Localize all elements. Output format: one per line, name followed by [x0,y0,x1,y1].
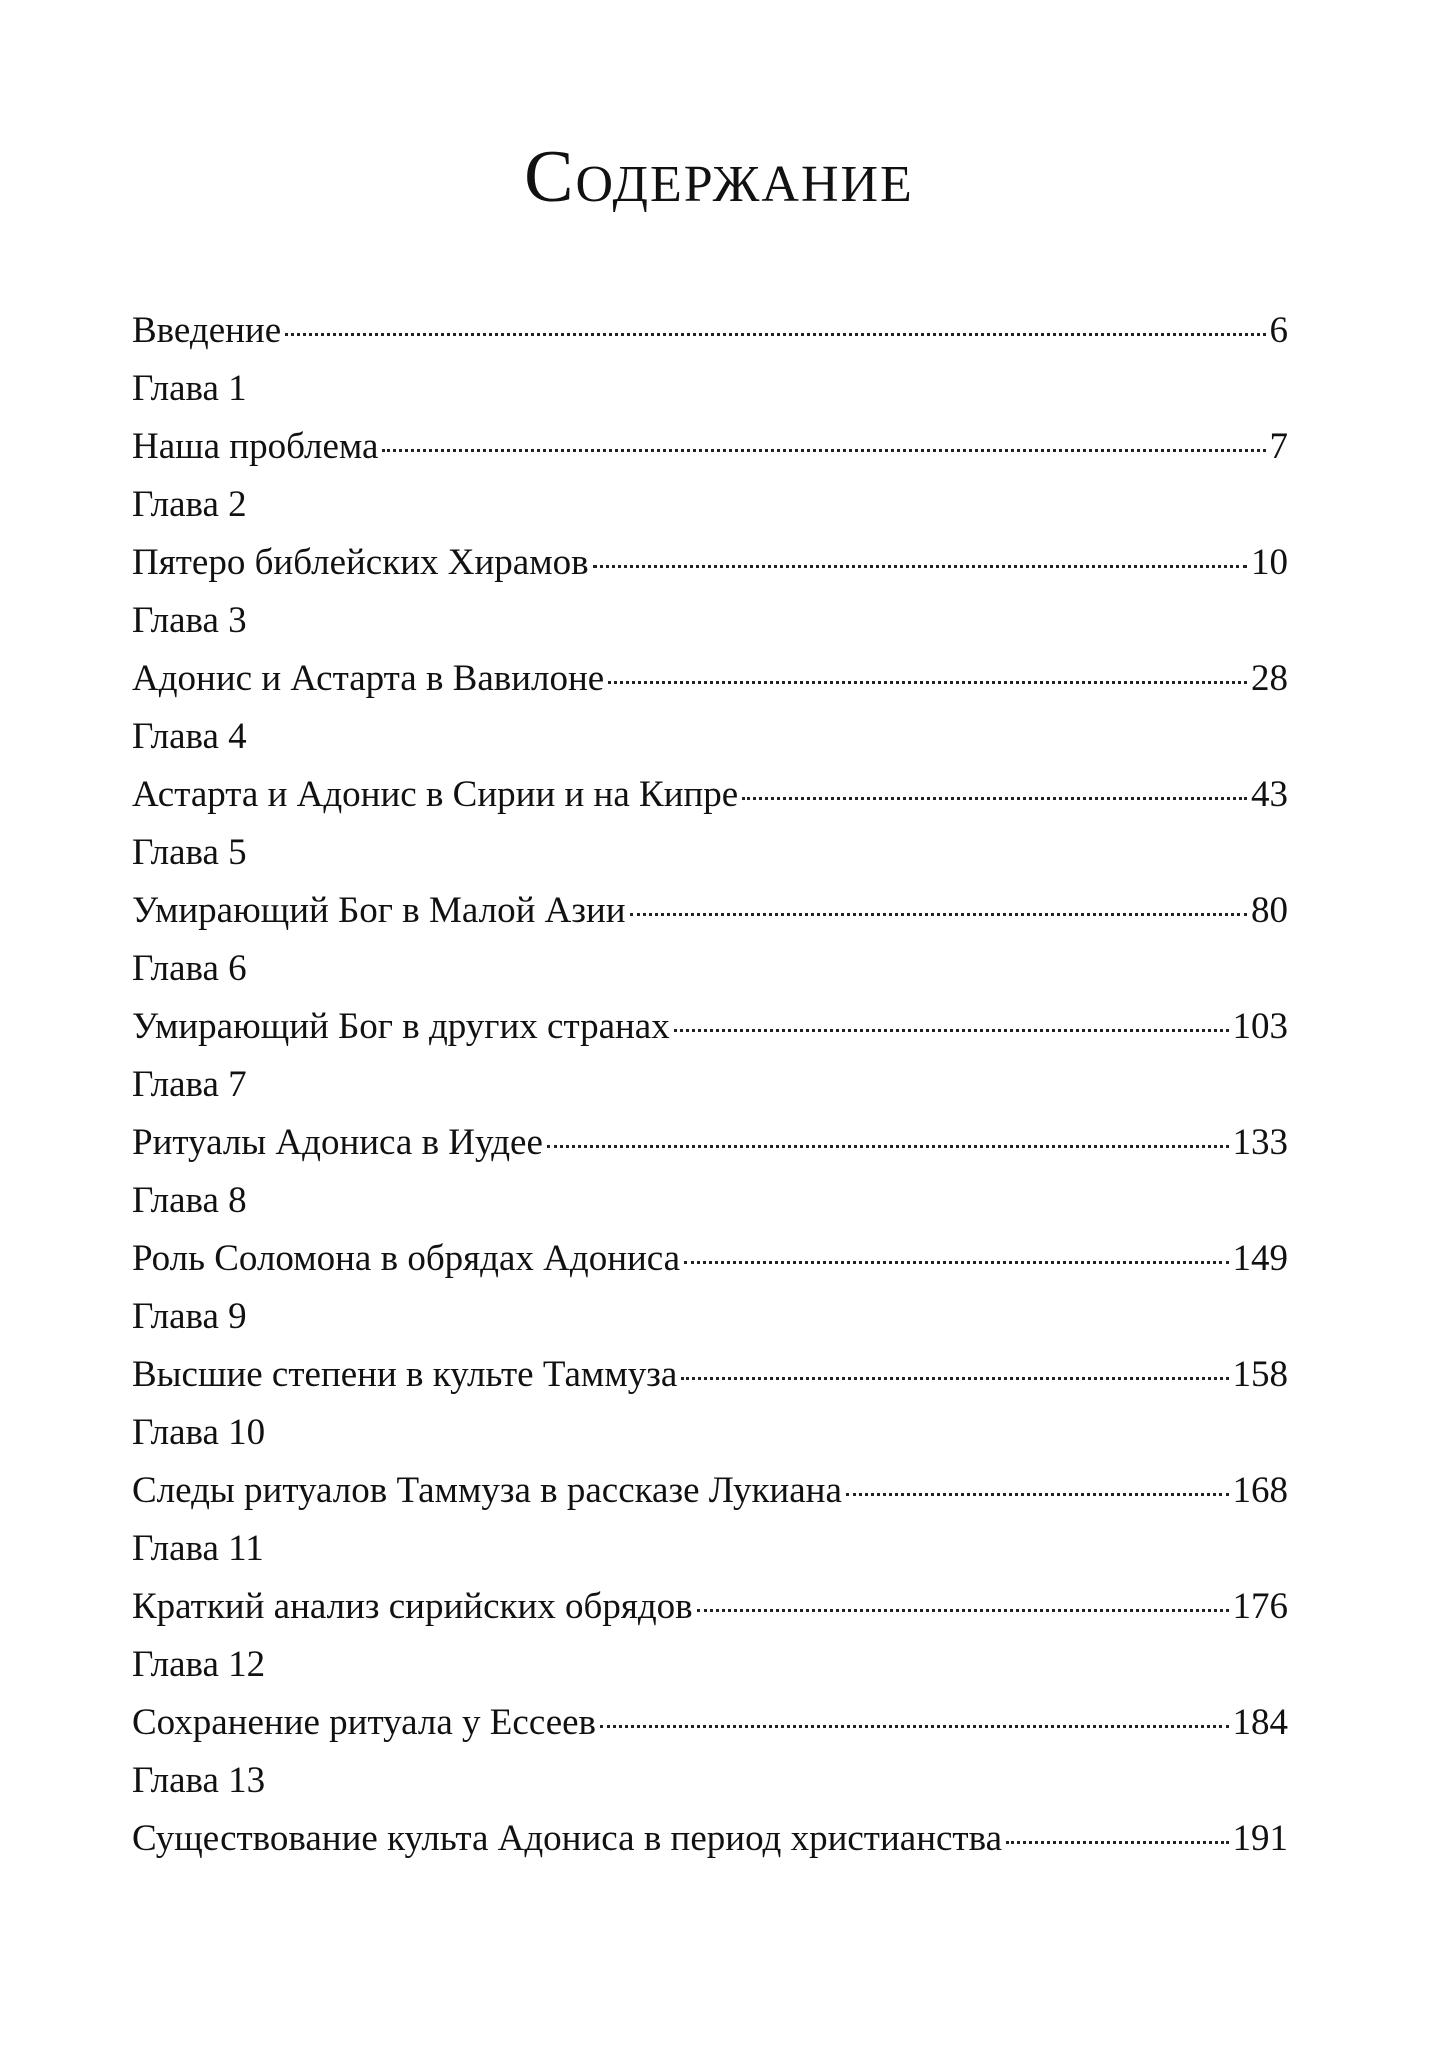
toc-entry-title: Наша проблема [132,426,379,467]
toc-line [132,1694,1288,1752]
toc-page-number: 149 [1232,1238,1288,1279]
dot-leader [382,449,1265,452]
dot-leader [697,1609,1229,1612]
chapter-label: Глава 12 [132,1644,266,1685]
chapter-label: Глава 8 [132,1180,247,1221]
dot-leader [742,797,1247,800]
toc-entry-title: Умирающий Бог в Малой Азии [132,890,626,931]
chapter-label: Глава 6 [132,948,247,989]
chapter-label: Глава 2 [132,484,247,525]
toc-entry-title: Следы ритуалов Таммуза в рассказе Лукиана [132,1470,842,1511]
toc-entry-title: Пятеро библейских Хирамов [132,542,589,583]
dot-leader [674,1029,1229,1032]
toc-line [132,1810,1288,1868]
chapter-label: Глава 9 [132,1296,247,1337]
toc-entry-chapter-4[interactable] [132,708,1288,824]
toc-page-number: 28 [1251,658,1288,699]
toc-page-number: 10 [1251,542,1288,583]
toc-line [132,534,1288,592]
chapter-label: Глава 13 [132,1760,266,1801]
toc-entry-chapter-8[interactable] [132,1172,1288,1288]
chapter-label: Глава 11 [132,1528,264,1569]
toc-line [132,1114,1288,1172]
dot-leader [1006,1841,1229,1844]
toc-line [132,766,1288,824]
toc-entry-title: Адонис и Астарта в Вавилоне [132,658,605,699]
chapter-label: Глава 1 [132,368,247,409]
dot-leader [846,1493,1229,1496]
toc-entry-chapter-11[interactable] [132,1520,1288,1636]
toc-line [132,650,1288,708]
toc-page-number: 184 [1232,1702,1288,1743]
toc-entry-title: Астарта и Адонис в Сирии и на Кипре [132,774,739,815]
toc-entry-title: Краткий анализ сирийских обрядов [132,1586,693,1627]
toc-page-number: 43 [1251,774,1288,815]
toc-entry-chapter-9[interactable] [132,1288,1288,1404]
toc-entry-chapter-6[interactable] [132,940,1288,1056]
toc-page-number: 7 [1269,426,1288,467]
toc-entry-chapter-12[interactable] [132,1636,1288,1752]
toc-line [132,1230,1288,1288]
toc-line [132,1346,1288,1404]
dot-leader [600,1725,1228,1728]
toc-entry-title: Роль Соломона в обрядах Адониса [132,1238,681,1279]
dot-leader [285,333,1265,336]
chapter-label: Глава 4 [132,716,247,757]
toc-line [132,1578,1288,1636]
table-of-contents [132,302,1288,1868]
toc-line [132,418,1288,476]
toc-entry-chapter-3[interactable] [132,592,1288,708]
dot-leader [684,1261,1228,1264]
toc-entry-intro[interactable] [132,302,1288,360]
toc-page-number: 6 [1269,310,1288,351]
toc-page-number: 80 [1251,890,1288,931]
dot-leader [593,565,1247,568]
chapter-label: Глава 5 [132,832,247,873]
toc-page-number: 168 [1232,1470,1288,1511]
toc-page-number: 103 [1232,1006,1288,1047]
toc-entry-title: Сохранение ритуала у Ессеев [132,1702,597,1743]
toc-line [132,998,1288,1056]
dot-leader [630,913,1247,916]
dot-leader [681,1377,1228,1380]
toc-entry-title: Высшие степени в культе Таммуза [132,1354,678,1395]
toc-entry-title: Существование культа Адониса в период христианства [132,1818,1002,1859]
toc-line [132,302,1288,360]
chapter-label: Глава 10 [132,1412,266,1453]
toc-line [132,1462,1288,1520]
toc-entry-chapter-10[interactable] [132,1404,1288,1520]
toc-entry-chapter-1[interactable] [132,360,1288,476]
toc-entry-chapter-7[interactable] [132,1056,1288,1172]
chapter-label: Глава 7 [132,1064,247,1105]
toc-entry-chapter-2[interactable] [132,476,1288,592]
toc-page-number: 176 [1232,1586,1288,1627]
dot-leader [547,1145,1229,1148]
toc-line [132,882,1288,940]
toc-entry-title: Ритуалы Адониса в Иудее [132,1122,543,1163]
dot-leader [608,681,1247,684]
toc-entry-chapter-5[interactable] [132,824,1288,940]
toc-entry-title: Умирающий Бог в других странах [132,1006,670,1047]
page-title: Содержание [524,136,914,218]
toc-entry-title: Введение [132,310,282,351]
toc-page-number: 191 [1232,1818,1288,1859]
toc-entry-chapter-13[interactable] [132,1752,1288,1868]
chapter-label: Глава 3 [132,600,247,641]
toc-page-number: 133 [1232,1122,1288,1163]
toc-page-number: 158 [1232,1354,1288,1395]
